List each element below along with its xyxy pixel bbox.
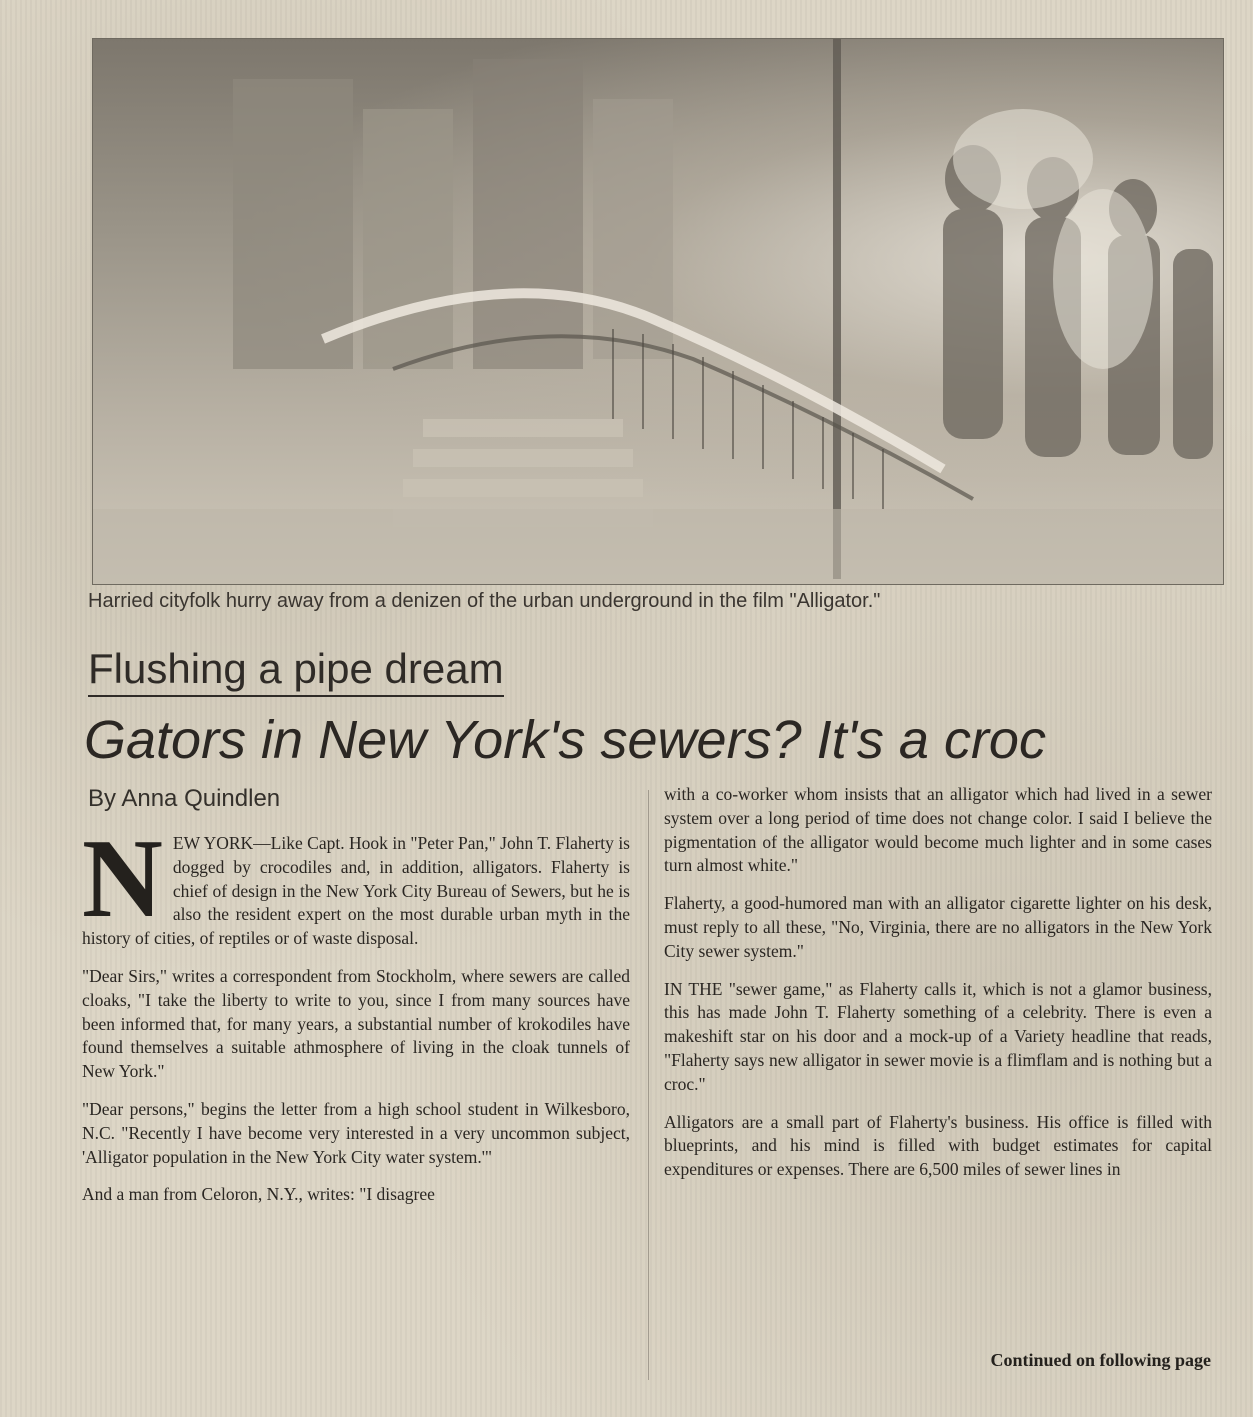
photo-caption: Harried cityfolk hurry away from a denizen of the urban underground in the film "Alligator." bbox=[88, 590, 881, 612]
continued-notice: Continued on following page bbox=[990, 1350, 1211, 1370]
article-paragraph: "Dear persons," begins the letter from a high school student in Wilkesboro, N.C. "Recently I have become very interested in a very uncommon subject, 'Alligator population in the New York City water system.'" bbox=[82, 1098, 630, 1167]
article-paragraph: "Dear Sirs," writes a correspondent from Stockholm, where sewers are called cloaks, "I take the liberty to write to you, since I from many sources have been informed that, for many years, a substantial number of krokodiles have found themselves a suitable athmosphere of living in the cloak tunnels of New York." bbox=[82, 965, 630, 1082]
article-column-1 bbox=[82, 817, 630, 1221]
article-paragraph: with a co-worker whom insists that an alligator which had lived in a sewer system over a long period of time does not change color. I said I believe the pigmentation of the alligator would become much lighter and in some cases turn almost white." bbox=[664, 784, 1212, 876]
article-paragraph: NEW YORK—Like Capt. Hook in "Peter Pan," John T. Flaherty is dogged by crocodiles and, in addition, alligators. Flaherty is chief of design in the New York City Bureau of Sewers, but he is also the resident expert on the most durable urban myth in the history of cities, of reptiles or of waste disposal. bbox=[82, 817, 630, 949]
article-paragraph: Flaherty, a good-humored man with an alligator cigarette lighter on his desk, must reply to all these, "No, Virginia, there are no alligators in the New York City sewer system." bbox=[664, 893, 1212, 961]
article-paragraph: Alligators are a small part of Flaherty's business. His office is filled with blueprints, and his mind is filled with budget estimates for capital expenditures or expenses. There are 6,500 miles of sewer lines in bbox=[664, 1111, 1212, 1180]
column-divider bbox=[648, 790, 649, 1380]
article-column-2 bbox=[664, 783, 1212, 1196]
article-paragraph: IN THE "sewer game," as Flaherty calls it, which is not a glamor business, this has made John T. Flaherty something of a celebrity. There is even a makeshift star on his door and a mock-up of a Variety headline that reads, "Flaherty says new alligator in sewer movie is a flimflam and is nothing but a croc." bbox=[664, 978, 1212, 1094]
kicker-headline: Flushing a pipe dream bbox=[88, 645, 504, 697]
article-paragraph: And a man from Celoron, N.Y., writes: "I disagree bbox=[82, 1184, 435, 1205]
photo-illustration bbox=[93, 39, 1223, 584]
film-still-photo bbox=[92, 38, 1224, 585]
byline: By Anna Quindlen bbox=[88, 785, 281, 812]
drop-cap: N bbox=[82, 817, 163, 941]
main-headline: Gators in New York's sewers? It's a croc bbox=[84, 710, 1046, 770]
